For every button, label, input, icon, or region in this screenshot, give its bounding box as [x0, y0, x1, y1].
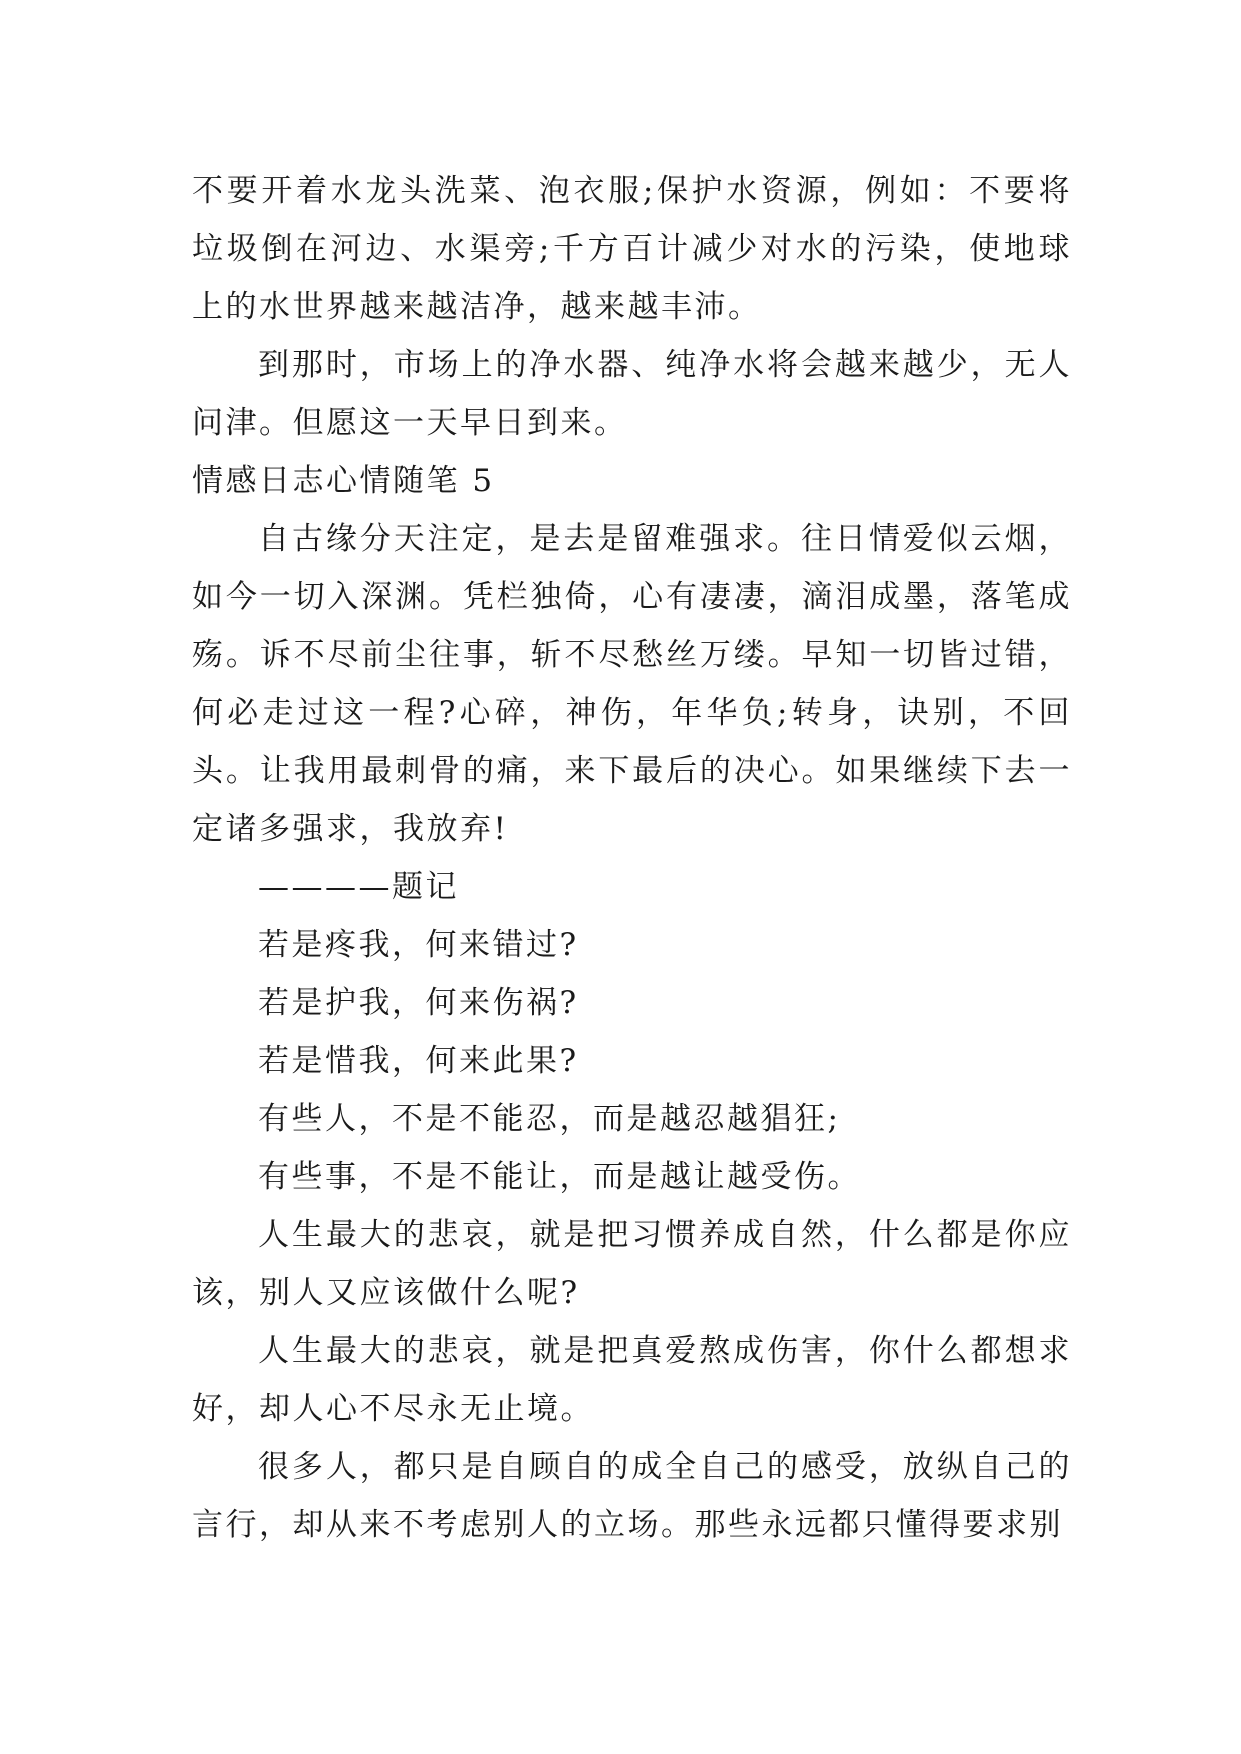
- document-body: [192, 162, 1072, 1554]
- paragraph-line: 有些人，不是不能忍，而是越忍越猖狂;: [258, 1101, 841, 1137]
- paragraph-that-day: 到那时，市场上的净水器、纯净水将会越来越少，无人问津。但愿这一天早日到来。: [192, 347, 1072, 441]
- section-heading: 情感日志心情随笔 5: [192, 463, 495, 499]
- paragraph-many-people: 很多人，都只是自顾自的成全自己的感受，放纵自己的言行，却从来不考虑别人的立场。那些永远都只懂得要求别: [192, 1449, 1072, 1543]
- paragraph-sorrow-love: 人生最大的悲哀，就是把真爱熬成伤害，你什么都想求好，却人心不尽永无止境。: [192, 1333, 1072, 1427]
- paragraph-line: 若是护我，何来伤祸?: [258, 985, 579, 1021]
- paragraph-sorrow-habit: 人生最大的悲哀，就是把习惯养成自然，什么都是你应该，别人又应该做什么呢?: [192, 1217, 1072, 1311]
- paragraph-epigraph: ————题记: [258, 869, 459, 905]
- paragraph-fate: 自古缘分天注定，是去是留难强求。往日情爱似云烟，如今一切入深渊。凭栏独倚，心有凄凄，滴泪成墨，落笔成殇。诉不尽前尘往事，斩不尽愁丝万缕。早知一切皆过错，何必走过这一程?心碎，神伤，年华负;转身，诀别，不回头。让我用最刺骨的痛，来下最后的决心。如果继续下去一定诸多强求，我放弃!: [192, 521, 1072, 847]
- paragraph-line: 若是惜我，何来此果?: [258, 1043, 579, 1079]
- paragraph-water-protection: 不要开着水龙头洗菜、泡衣服;保护水资源，例如：不要将垃圾倒在河边、水渠旁;千方百计减少对水的污染，使地球上的水世界越来越洁净，越来越丰沛。: [192, 173, 1072, 325]
- paragraph-line: 有些事，不是不能让，而是越让越受伤。: [258, 1159, 861, 1195]
- paragraph-line: 若是疼我，何来错过?: [258, 927, 579, 963]
